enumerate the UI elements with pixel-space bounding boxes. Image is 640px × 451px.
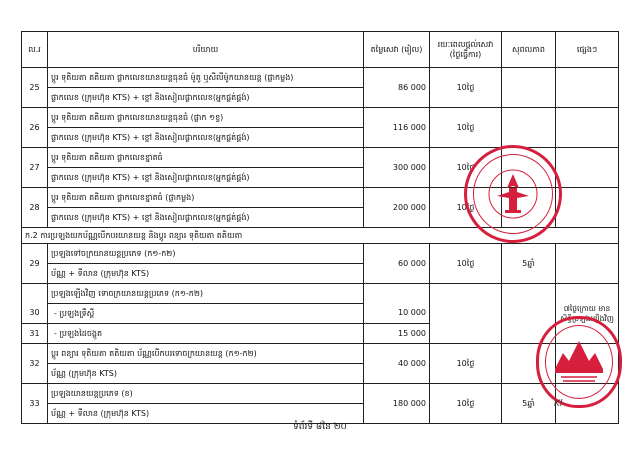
header-validity: សុពលភាព (502, 32, 556, 68)
row-desc-line2: ប័ណ្ណ (ក្រុមហ៊ុន KTS) (48, 364, 364, 384)
header-duration: រយៈពេលផ្តល់សេវា (ថ្ងៃធ្វើការ) (430, 32, 502, 68)
row-desc-line2: ផ្លាកលេខ (ក្រុមហ៊ុន KTS) + ខ្ចៅ និងសៀលផ្លាកលេខ(អ្នកផ្គត់ផ្គង់) (48, 208, 364, 228)
row-price: 200 000 (364, 188, 430, 228)
table-header-row (22, 32, 619, 68)
table-row (22, 384, 619, 404)
row-no: 31 (22, 324, 48, 344)
official-seal-stamp (464, 145, 562, 243)
row-duration: 10ថ្ងៃ (430, 344, 502, 384)
row-no (22, 284, 48, 304)
row-duration: 10ថ្ងៃ (430, 68, 502, 108)
row-desc-line1: ប្រឡងយានយន្តប្រភេទ (ខ) (48, 384, 364, 404)
table-row (22, 108, 619, 128)
row-no: 29 (22, 244, 48, 284)
header-description: បរិយាយ (48, 32, 364, 68)
row-desc-line2: ផ្លាកលេខ (ក្រុមហ៊ុន KTS) + ខ្ចៅ និងសៀលផ្លាកលេខ(អ្នកផ្គត់ផ្គង់) (48, 88, 364, 108)
page-footer: ទំព័រទី ៨នៃ ២០ (293, 422, 347, 432)
row-duration: 10ថ្ងៃ (430, 108, 502, 148)
row-desc-line2: ប័ណ្ណ + ទីលាន (ក្រុមហ៊ុន KTS) (48, 264, 364, 284)
row-duration: 10ថ្ងៃ (430, 148, 502, 188)
row-desc-line1: ប្តូរ ទុតិយតា តតិយតា ផ្លាកលេខខ្នាតធំ (48, 148, 364, 168)
row-desc-line2: ប័ណ្ណ + ទីលាន (ក្រុមហ៊ុន KTS) (48, 404, 364, 424)
section-heading: ក.2 ការប្រឡងយកប័ណ្ណបើកបរយានយន្ត និងប្តូរ ពន្យារ ទុតិយតា តតិយតា (22, 228, 619, 244)
header-no: ល.រ (22, 32, 48, 68)
row-no: 32 (22, 344, 48, 384)
row-other (556, 68, 619, 108)
row-desc-line2: ផ្លាកលេខ (ក្រុមហ៊ុន KTS) + ខ្ចៅ និងសៀលផ្លាកលេខ(អ្នកផ្គត់ផ្គង់) (48, 128, 364, 148)
row-desc-line1: ប្តូរ ទុតិយតា តតិយតា ផ្លាកលេខយានយន្តធុនធំ ម៉ូតូ ឬសីលីម៉ូកយានយន្ត (ផ្លាកម្លង) (48, 68, 364, 88)
row-price: 300 000 (364, 148, 430, 188)
row-desc-line1: ប្រឡងទៅចក្រយានយន្តប្រភេទ (ក១-ក២) (48, 244, 364, 264)
row-duration: 10ថ្ងៃ (430, 188, 502, 228)
table-row (22, 68, 619, 88)
row-desc-line1: ប្តូរ ពន្យារ ទុតិយតា តតិយតា ប័ណ្ណបើកបរទោចក្រយានយន្ត (ក១-ក២) (48, 344, 364, 364)
row-desc-line1: ប្តូរ ទុតិយតា តតិយតា ផ្លាកលេខយានយន្តធុនធំ (ផ្លាក ១ខ្ទ) (48, 108, 364, 128)
row-price: 10 000 (364, 304, 430, 324)
row-no: 28 (22, 188, 48, 228)
row-duration (430, 284, 502, 344)
row-price: 86 000 (364, 68, 430, 108)
row-price: 116 000 (364, 108, 430, 148)
row-group-heading: ប្រឡងឡើងវិញ ទោចក្រយានយន្តប្រភេទ (ក១-ក២) (48, 284, 364, 304)
row-duration: 10ថ្ងៃ (430, 384, 502, 424)
table-row (22, 244, 619, 264)
table-row (22, 284, 619, 304)
signature: Kl (554, 399, 563, 409)
row-other (556, 244, 619, 284)
header-other: ផ្សេងៗ (556, 32, 619, 68)
row-other (556, 148, 619, 188)
row-price: 40 000 (364, 344, 430, 384)
row-price: 60 000 (364, 244, 430, 284)
row-desc-line1: ប្តូរ ទុតិយតា តតិយតា ផ្លាកលេខខ្នាតធំ (ផ្លាកម្លង) (48, 188, 364, 208)
row-price: 15 000 (364, 324, 430, 344)
official-seal-stamp (536, 316, 622, 408)
row-no: 27 (22, 148, 48, 188)
row-validity: 5ឆ្នាំ (502, 244, 556, 284)
row-validity: 5ឆ្នាំ (502, 384, 556, 424)
row-no: 33 (22, 384, 48, 424)
table-row (22, 344, 619, 364)
row-no: 30 (22, 304, 48, 324)
row-price (364, 284, 430, 304)
row-desc-line1: - ប្រឡងដៃចង្កូត (48, 324, 364, 344)
row-duration: 10ថ្ងៃ (430, 244, 502, 284)
row-note: ៧ថ្ងៃក្រោយ មាន សិទ្ធិប្រឡងឡើងវិញ (556, 284, 619, 344)
row-validity (502, 68, 556, 108)
seal-temple-icon (539, 319, 619, 405)
row-no: 26 (22, 108, 48, 148)
row-desc-line2: ផ្លាកលេខ (ក្រុមហ៊ុន KTS) + ខ្ចៅ និងសៀលផ្លាកលេខ(អ្នកផ្គត់ផ្គង់) (48, 168, 364, 188)
seal-emblem-icon (467, 148, 559, 240)
row-desc-line1: - ប្រឡងទ្រឹស្តី (48, 304, 364, 324)
row-price: 180 000 (364, 384, 430, 424)
row-other (556, 108, 619, 148)
row-other (556, 188, 619, 228)
header-price: តម្លៃសេវា (រៀល) (364, 32, 430, 68)
row-validity (502, 108, 556, 148)
row-no: 25 (22, 68, 48, 108)
